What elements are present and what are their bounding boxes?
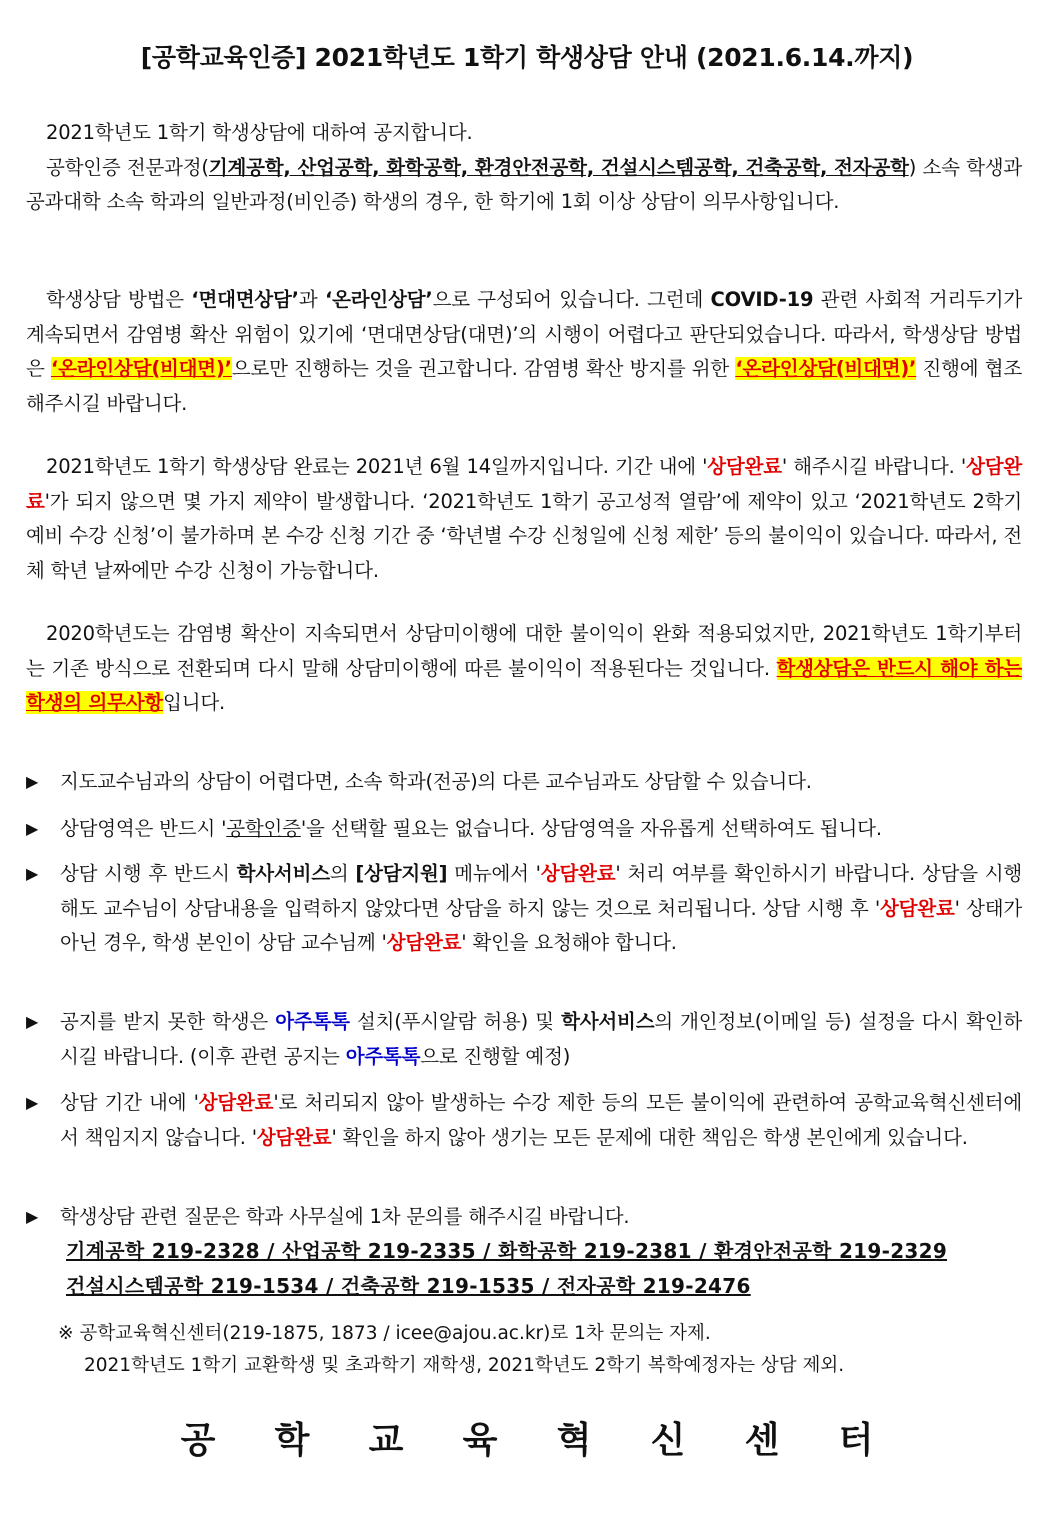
footer-signature xyxy=(0,1412,1054,1463)
footer-char: 신 xyxy=(650,1420,686,1461)
department-contacts xyxy=(66,1234,1026,1303)
intro-programs: 공학인증 전문과정(기계공학, 산업공학, 화학공학, 환경안전공학, 건설시스템공학, 건축공학, 전자공학) 소속 학생과 공과대학 소속 학과의 일반과정(비인증) 학생의 경우, 한 학기에 1회 이상 상담이 의무사항입니다. xyxy=(26,155,1022,213)
obligation-highlight: 학생상담은 반드시 해야 하는 학생의 의무사항 xyxy=(26,656,1022,714)
online-counsel-highlight: ‘온라인상담(비대면)’ xyxy=(50,357,232,380)
paragraph-deadline: 2021학년도 1학기 학생상담 완료는 2021년 6월 14일까지입니다. 기간 내에 '상담완료' 해주시길 바랍니다. '상담완료'가 되지 않으면 몇 가지 제약이 발생합니다. ‘2021학년도 1학기 공고성적 열람’에 제약이 있고 ‘2021학년도 2학기 예비 수강 신청’이 불가하며 본 수강 신청 기간 중 ‘학년별 수강 신청일에 신청 제한’ 등의 불이익이 있습니다. 따라서, 전체 학년 날짜에만 수강 신청이 가능합니다. xyxy=(26,455,1022,582)
accredited-majors: 기계공학, 산업공학, 화학공학, 환경안전공학, 건설시스템공학, 건축공학, 전자공학 xyxy=(208,155,909,179)
footer-char: 학 xyxy=(274,1420,310,1461)
note-line: ※ 공학교육혁신센터(219-1875, 1873 / icee@ajou.ac.kr)로 1차 문의는 자제. xyxy=(58,1323,711,1344)
triangle-bullet-icon: ▶ xyxy=(26,772,39,791)
paragraph-intro xyxy=(26,116,1022,220)
bullet-item: ▶ 공지를 받지 못한 학생은 아주톡톡 설치(푸시알람 허용) 및 학사서비스의 개인정보(이메일 등) 설정을 다시 확인하시길 바랍니다. (이후 관련 공지는 아주톡톡으로 진행할 예정) xyxy=(26,1005,1022,1074)
paragraph-policy: 2020학년도는 감염병 확산이 지속되면서 상담미이행에 대한 불이익이 완화 적용되었지만, 2021학년도 1학기부터는 기존 방식으로 전환되며 다시 말해 상담미이행에 따른 불이익이 적용된다는 것입니다. 학생상담은 반드시 해야 하는 학생의 의무사항입니다. xyxy=(26,622,1022,714)
footer-char: 터 xyxy=(838,1420,874,1461)
bullet-item: ▶ 상담영역은 반드시 '공학인증'을 선택할 필요는 없습니다. 상담영역을 자유롭게 선택하여도 됩니다. xyxy=(26,812,1022,847)
intro-line: 2021학년도 1학기 학생상담에 대하여 공지합니다. xyxy=(46,121,473,144)
triangle-bullet-icon: ▶ xyxy=(26,1012,39,1031)
bullet-item: ▶ 상담 기간 내에 '상담완료'로 처리되지 않아 발생하는 수강 제한 등의 모든 불이익에 관련하여 공학교육혁신센터에서 책임지지 않습니다. '상담완료' 확인을 하지 않아 생기는 모든 문제에 대한 책임은 학생 본인에게 있습니다. xyxy=(26,1086,1022,1155)
footer-char: 공 xyxy=(180,1420,216,1461)
paragraph-method: 학생상담 방법은 ‘면대면상담’과 ‘온라인상담’으로 구성되어 있습니다. 그런데 COVID-19 관련 사회적 거리두기가 계속되면서 감염병 확산 위험이 있기에 ‘면대면상담(대면)’의 시행이 어렵다고 판단되었습니다. 따라서, 학생상담 방법은 ‘온라인상담(비대면)’으로만 진행하는 것을 권고합니다. 감염병 확산 방지를 위한 ‘온라인상담(비대면)’ 진행에 협조해주시길 바랍니다. xyxy=(26,288,1022,415)
triangle-bullet-icon: ▶ xyxy=(26,1207,39,1226)
triangle-bullet-icon: ▶ xyxy=(26,864,39,883)
page-title: [공학교육인증] 2021학년도 1학기 학생상담 안내 (2021.6.14.까지) xyxy=(140,43,914,72)
note xyxy=(58,1318,1038,1382)
triangle-bullet-icon: ▶ xyxy=(26,1093,39,1112)
bullet-item: ▶ 상담 시행 후 반드시 학사서비스의 [상담지원] 메뉴에서 '상담완료' 처리 여부를 확인하시기 바랍니다. 상담을 시행해도 교수님이 상담내용을 입력하지 않았다면 상담을 하지 않는 것으로 처리됩니다. 상담 시행 후 '상담완료' 상태가 아닌 경우, 학생 본인이 상담 교수님께 '상담완료' 확인을 요청해야 합니다. xyxy=(26,857,1022,961)
bullet-item: ▶ 학생상담 관련 질문은 학과 사무실에 1차 문의를 해주시길 바랍니다. xyxy=(26,1200,1022,1235)
note-line: 2021학년도 1학기 교환학생 및 초과학기 재학생, 2021학년도 2학기 복학예정자는 상담 제외. xyxy=(84,1355,845,1376)
footer-char: 육 xyxy=(462,1420,498,1461)
contacts-line: 기계공학 219-2328 / 산업공학 219-2335 / 화학공학 219-2381 / 환경안전공학 219-2329 xyxy=(66,1239,948,1263)
footer-char: 혁 xyxy=(556,1420,592,1461)
footer-char: 센 xyxy=(744,1420,780,1461)
contacts-line: 건설시스템공학 219-1534 / 건축공학 219-1535 / 전자공학 219-2476 xyxy=(66,1273,751,1298)
bullet-item: ▶ 지도교수님과의 상담이 어렵다면, 소속 학과(전공)의 다른 교수님과도 상담할 수 있습니다. xyxy=(26,765,1022,800)
footer-char: 교 xyxy=(368,1420,404,1461)
triangle-bullet-icon: ▶ xyxy=(26,819,39,838)
online-counsel-highlight: ‘온라인상담(비대면)’ xyxy=(735,357,917,380)
